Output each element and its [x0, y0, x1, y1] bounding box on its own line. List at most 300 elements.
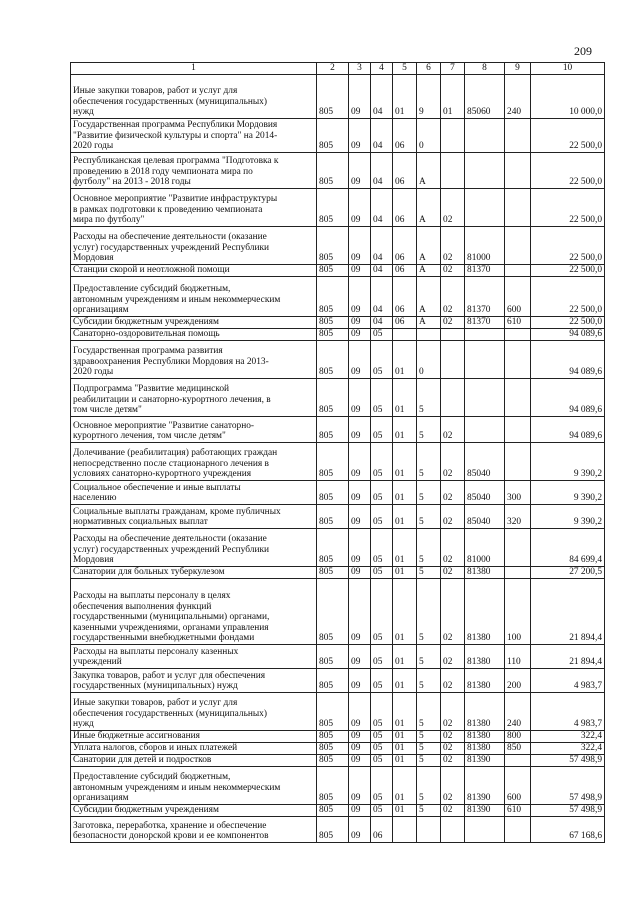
table-row	[71, 567, 605, 579]
code-cell: 01	[393, 505, 417, 529]
code-cell: 9	[417, 75, 441, 119]
amount-cell: 9 390,2	[531, 443, 605, 481]
code-cell: 805	[317, 579, 349, 645]
code-cell: 06	[393, 153, 417, 189]
code-cell: 85040	[465, 481, 505, 505]
description-cell: Расходы на обеспечение деятельности (оказание услуг) государственных учреждений Республики Мордовия	[71, 227, 317, 265]
table-row	[71, 505, 605, 529]
amount-cell: 21 894,4	[531, 645, 605, 669]
code-cell: 09	[349, 693, 371, 731]
code-cell: 05	[371, 329, 393, 341]
amount-cell: 322,4	[531, 731, 605, 743]
table-row	[71, 75, 605, 119]
code-cell: 5	[417, 443, 441, 481]
code-cell: 81390	[465, 767, 505, 805]
table-row	[71, 817, 605, 843]
code-cell	[505, 119, 531, 153]
description-cell: Расходы на выплаты персоналу казенных учреждений	[71, 645, 317, 669]
code-cell: А	[417, 317, 441, 329]
code-cell: 01	[393, 645, 417, 669]
code-cell: 05	[371, 743, 393, 755]
column-header: 1	[71, 63, 317, 75]
code-cell: 5	[417, 481, 441, 505]
code-cell: 81370	[465, 277, 505, 317]
code-cell: 09	[349, 669, 371, 693]
code-cell	[505, 443, 531, 481]
column-header: 5	[393, 63, 417, 75]
amount-cell: 57 498,9	[531, 805, 605, 817]
code-cell: 04	[371, 189, 393, 227]
code-cell	[465, 817, 505, 843]
code-cell	[505, 567, 531, 579]
code-cell: 300	[505, 481, 531, 505]
code-cell: 805	[317, 529, 349, 567]
code-cell	[505, 755, 531, 767]
code-cell: 100	[505, 579, 531, 645]
table-row	[71, 153, 605, 189]
code-cell: 81380	[465, 743, 505, 755]
code-cell: 805	[317, 417, 349, 443]
code-cell: 01	[393, 417, 417, 443]
code-cell: 81370	[465, 317, 505, 329]
code-cell: 805	[317, 817, 349, 843]
description-cell: Основное мероприятие "Развитие инфраструктуры в рамках подготовки к проведению чемпионата мира по футболу"	[71, 189, 317, 227]
amount-cell: 94 089,6	[531, 379, 605, 417]
code-cell: 01	[393, 767, 417, 805]
code-cell: 02	[441, 481, 465, 505]
code-cell: 09	[349, 505, 371, 529]
code-cell	[505, 227, 531, 265]
table-row	[71, 731, 605, 743]
code-cell: 805	[317, 189, 349, 227]
column-header: 2	[317, 63, 349, 75]
code-cell: 805	[317, 265, 349, 277]
code-cell: 05	[371, 645, 393, 669]
code-cell: 805	[317, 767, 349, 805]
code-cell: 05	[371, 731, 393, 743]
code-cell	[465, 417, 505, 443]
code-cell: 05	[371, 767, 393, 805]
code-cell: 5	[417, 805, 441, 817]
code-cell: 5	[417, 579, 441, 645]
amount-cell: 22 500,0	[531, 265, 605, 277]
code-cell: 09	[349, 743, 371, 755]
code-cell: 805	[317, 481, 349, 505]
description-cell: Расходы на обеспечение деятельности (оказание услуг) государственных учреждений Республики Мордовия	[71, 529, 317, 567]
code-cell: 02	[441, 277, 465, 317]
code-cell: 5	[417, 645, 441, 669]
code-cell	[505, 153, 531, 189]
code-cell: 805	[317, 341, 349, 379]
table-row	[71, 277, 605, 317]
code-cell: 01	[393, 669, 417, 693]
code-cell: 81000	[465, 227, 505, 265]
column-header: 6	[417, 63, 441, 75]
table-row	[71, 743, 605, 755]
table-row	[71, 579, 605, 645]
code-cell: 81380	[465, 645, 505, 669]
table-row	[71, 669, 605, 693]
code-cell: 04	[371, 75, 393, 119]
code-cell: 110	[505, 645, 531, 669]
code-cell: 09	[349, 767, 371, 805]
amount-cell: 22 500,0	[531, 227, 605, 265]
code-cell: 04	[371, 317, 393, 329]
amount-cell: 94 089,6	[531, 417, 605, 443]
code-cell: 09	[349, 817, 371, 843]
code-cell: 06	[393, 189, 417, 227]
code-cell	[393, 329, 417, 341]
code-cell: 09	[349, 341, 371, 379]
code-cell: 09	[349, 805, 371, 817]
code-cell: 09	[349, 645, 371, 669]
code-cell: 610	[505, 317, 531, 329]
code-cell: 805	[317, 227, 349, 265]
code-cell: 02	[441, 579, 465, 645]
budget-table	[70, 62, 605, 843]
code-cell: 5	[417, 767, 441, 805]
code-cell: 02	[441, 743, 465, 755]
table-row	[71, 767, 605, 805]
code-cell: 01	[393, 805, 417, 817]
code-cell: 06	[393, 317, 417, 329]
column-header: 3	[349, 63, 371, 75]
description-cell: Заготовка, переработка, хранение и обеспечение безопасности донорской крови и ее компонентов	[71, 817, 317, 843]
code-cell: 81380	[465, 731, 505, 743]
table-row	[71, 119, 605, 153]
code-cell: 09	[349, 153, 371, 189]
code-cell: 01	[393, 529, 417, 567]
description-cell: Субсидии бюджетным учреждениям	[71, 805, 317, 817]
code-cell: 05	[371, 805, 393, 817]
code-cell: 85040	[465, 505, 505, 529]
column-header: 10	[531, 63, 605, 75]
code-cell: 01	[393, 731, 417, 743]
code-cell: 09	[349, 329, 371, 341]
code-cell: 02	[441, 505, 465, 529]
amount-cell: 322,4	[531, 743, 605, 755]
amount-cell: 4 983,7	[531, 693, 605, 731]
code-cell: 05	[371, 529, 393, 567]
amount-cell: 22 500,0	[531, 317, 605, 329]
description-cell: Станции скорой и неотложной помощи	[71, 265, 317, 277]
code-cell: 5	[417, 379, 441, 417]
code-cell: 01	[393, 75, 417, 119]
code-cell: 81000	[465, 529, 505, 567]
code-cell: 01	[393, 443, 417, 481]
code-cell: 09	[349, 443, 371, 481]
code-cell	[417, 329, 441, 341]
code-cell: 0	[417, 341, 441, 379]
code-cell: 09	[349, 579, 371, 645]
code-cell: 01	[393, 341, 417, 379]
description-cell: Санаторно-оздоровительная помощь	[71, 329, 317, 341]
code-cell: 05	[371, 755, 393, 767]
description-cell: Основное мероприятие "Развитие санаторно- курортного лечения, том числе детям"	[71, 417, 317, 443]
code-cell: 320	[505, 505, 531, 529]
code-cell: 805	[317, 805, 349, 817]
code-cell: 05	[371, 505, 393, 529]
code-cell: 81390	[465, 805, 505, 817]
code-cell: А	[417, 265, 441, 277]
code-cell: 600	[505, 767, 531, 805]
description-cell: Иные закупки товаров, работ и услуг для обеспечения государственных (муниципальных) нужд	[71, 75, 317, 119]
code-cell	[505, 189, 531, 227]
code-cell: 04	[371, 119, 393, 153]
code-cell: 85060	[465, 75, 505, 119]
code-cell: 01	[393, 743, 417, 755]
amount-cell: 10 000,0	[531, 75, 605, 119]
code-cell: 0	[417, 119, 441, 153]
code-cell: 805	[317, 317, 349, 329]
code-cell: 09	[349, 317, 371, 329]
table-row	[71, 265, 605, 277]
amount-cell: 22 500,0	[531, 277, 605, 317]
code-cell: 800	[505, 731, 531, 743]
description-cell: Подпрограмма "Развитие медицинской реабилитации и санаторно-курортного лечения, в том числе детям"	[71, 379, 317, 417]
code-cell: 805	[317, 743, 349, 755]
page-number: 209	[574, 44, 592, 58]
code-cell: 09	[349, 119, 371, 153]
description-cell: Санатории для больных туберкулезом	[71, 567, 317, 579]
code-cell: 805	[317, 669, 349, 693]
amount-cell: 94 089,6	[531, 341, 605, 379]
table-row	[71, 379, 605, 417]
amount-cell: 22 500,0	[531, 119, 605, 153]
code-cell: 85040	[465, 443, 505, 481]
description-cell: Уплата налогов, сборов и иных платежей	[71, 743, 317, 755]
code-cell: 200	[505, 669, 531, 693]
description-cell: Закупка товаров, работ и услуг для обеспечения государственных (муниципальных) нужд	[71, 669, 317, 693]
code-cell: 5	[417, 505, 441, 529]
table-row	[71, 529, 605, 567]
description-cell: Республиканская целевая программа "Подготовка к проведению в 2018 году чемпионата мира по футболу" на 2013 - 2018 годы	[71, 153, 317, 189]
description-cell: Иные закупки товаров, работ и услуг для обеспечения государственных (муниципальных) нужд	[71, 693, 317, 731]
code-cell: 81380	[465, 579, 505, 645]
code-cell: 805	[317, 755, 349, 767]
code-cell: 09	[349, 265, 371, 277]
code-cell	[393, 817, 417, 843]
code-cell: 05	[371, 567, 393, 579]
code-cell: А	[417, 227, 441, 265]
code-cell: 01	[393, 755, 417, 767]
code-cell: 805	[317, 119, 349, 153]
column-header: 9	[505, 63, 531, 75]
code-cell: 09	[349, 75, 371, 119]
code-cell: 09	[349, 731, 371, 743]
code-cell: 02	[441, 805, 465, 817]
code-cell: 05	[371, 417, 393, 443]
code-cell: 02	[441, 693, 465, 731]
amount-cell: 57 498,9	[531, 755, 605, 767]
table-row	[71, 805, 605, 817]
code-cell: 01	[441, 75, 465, 119]
code-cell	[441, 119, 465, 153]
code-cell	[465, 329, 505, 341]
header-row	[71, 63, 605, 75]
code-cell: 01	[393, 693, 417, 731]
code-cell	[441, 153, 465, 189]
code-cell: 01	[393, 567, 417, 579]
table-row	[71, 329, 605, 341]
code-cell: 805	[317, 277, 349, 317]
code-cell: 04	[371, 153, 393, 189]
code-cell: 06	[393, 265, 417, 277]
amount-cell: 27 200,5	[531, 567, 605, 579]
code-cell: 5	[417, 755, 441, 767]
amount-cell: 67 168,6	[531, 817, 605, 843]
code-cell: 05	[371, 693, 393, 731]
code-cell: 09	[349, 755, 371, 767]
code-cell: 805	[317, 645, 349, 669]
code-cell	[441, 817, 465, 843]
code-cell: 81380	[465, 567, 505, 579]
code-cell: 805	[317, 567, 349, 579]
code-cell: 805	[317, 379, 349, 417]
column-header: 7	[441, 63, 465, 75]
code-cell	[441, 341, 465, 379]
code-cell: 06	[393, 227, 417, 265]
table-row	[71, 341, 605, 379]
code-cell: 5	[417, 417, 441, 443]
code-cell: 5	[417, 567, 441, 579]
code-cell: 02	[441, 227, 465, 265]
code-cell: 04	[371, 277, 393, 317]
code-cell: 02	[441, 529, 465, 567]
code-cell: 05	[371, 669, 393, 693]
code-cell: 09	[349, 567, 371, 579]
description-cell: Социальное обеспечение и иные выплаты населению	[71, 481, 317, 505]
amount-cell: 84 699,4	[531, 529, 605, 567]
code-cell: 805	[317, 505, 349, 529]
amount-cell: 9 390,2	[531, 505, 605, 529]
code-cell: 05	[371, 481, 393, 505]
code-cell: 06	[393, 277, 417, 317]
description-cell: Предоставление субсидий бюджетным, автономным учреждениям и иным некоммерческим организациям	[71, 277, 317, 317]
code-cell: А	[417, 189, 441, 227]
code-cell: 02	[441, 317, 465, 329]
amount-cell: 9 390,2	[531, 481, 605, 505]
code-cell	[505, 341, 531, 379]
table-row	[71, 693, 605, 731]
code-cell: 805	[317, 693, 349, 731]
code-cell	[441, 329, 465, 341]
code-cell: 81370	[465, 265, 505, 277]
code-cell: 805	[317, 443, 349, 481]
code-cell: 06	[393, 119, 417, 153]
code-cell	[441, 379, 465, 417]
code-cell: 81380	[465, 669, 505, 693]
table-row	[71, 417, 605, 443]
code-cell	[505, 379, 531, 417]
amount-cell: 22 500,0	[531, 189, 605, 227]
code-cell	[465, 153, 505, 189]
table-body	[71, 75, 605, 843]
code-cell: 05	[371, 341, 393, 379]
table-row	[71, 189, 605, 227]
code-cell: 05	[371, 443, 393, 481]
code-cell	[505, 417, 531, 443]
description-cell: Предоставление субсидий бюджетным, автономным учреждениям и иным некоммерческим организациям	[71, 767, 317, 805]
code-cell: 02	[441, 755, 465, 767]
code-cell: 02	[441, 767, 465, 805]
code-cell: 5	[417, 693, 441, 731]
code-cell	[465, 341, 505, 379]
description-cell: Иные бюджетные ассигнования	[71, 731, 317, 743]
code-cell: 06	[371, 817, 393, 843]
code-cell: 05	[371, 579, 393, 645]
code-cell: 02	[441, 265, 465, 277]
code-cell: 02	[441, 645, 465, 669]
table-row	[71, 443, 605, 481]
code-cell: 600	[505, 277, 531, 317]
description-cell: Субсидии бюджетным учреждениям	[71, 317, 317, 329]
description-cell: Государственная программа Республики Мордовия "Развитие физической культуры и спорта" на 2014- 2020 годы	[71, 119, 317, 153]
code-cell	[465, 379, 505, 417]
table-row	[71, 645, 605, 669]
amount-cell: 4 983,7	[531, 669, 605, 693]
code-cell: 09	[349, 481, 371, 505]
table-row	[71, 481, 605, 505]
description-cell: Расходы на выплаты персоналу в целях обеспечения выполнения функций государственными (муниципальными) органами, казенными учреждениями, органами управления государственными внебюджетными фондами	[71, 579, 317, 645]
amount-cell: 94 089,6	[531, 329, 605, 341]
code-cell: 240	[505, 75, 531, 119]
code-cell: 04	[371, 227, 393, 265]
column-header: 8	[465, 63, 505, 75]
description-cell: Долечивание (реабилитация) работающих граждан непосредственно после стационарного лечения в условиях санаторно-курортного учреждения	[71, 443, 317, 481]
column-header: 4	[371, 63, 393, 75]
code-cell: 240	[505, 693, 531, 731]
code-cell: 05	[371, 379, 393, 417]
code-cell	[505, 817, 531, 843]
code-cell: 81390	[465, 755, 505, 767]
code-cell: 01	[393, 481, 417, 505]
description-cell: Санатории для детей и подростков	[71, 755, 317, 767]
code-cell: 02	[441, 443, 465, 481]
table-row	[71, 317, 605, 329]
table-row	[71, 755, 605, 767]
code-cell: 09	[349, 417, 371, 443]
code-cell: 04	[371, 265, 393, 277]
code-cell: 02	[441, 567, 465, 579]
code-cell: 610	[505, 805, 531, 817]
description-cell: Социальные выплаты гражданам, кроме публичных нормативных социальных выплат	[71, 505, 317, 529]
amount-cell: 21 894,4	[531, 579, 605, 645]
code-cell: 805	[317, 153, 349, 189]
code-cell: 02	[441, 669, 465, 693]
code-cell	[465, 119, 505, 153]
code-cell	[465, 189, 505, 227]
table-row	[71, 227, 605, 265]
code-cell: 09	[349, 189, 371, 227]
code-cell: 09	[349, 529, 371, 567]
code-cell: 09	[349, 277, 371, 317]
code-cell: 805	[317, 329, 349, 341]
code-cell: 01	[393, 379, 417, 417]
amount-cell: 57 498,9	[531, 767, 605, 805]
code-cell: 09	[349, 379, 371, 417]
code-cell: 850	[505, 743, 531, 755]
code-cell	[417, 817, 441, 843]
code-cell: 5	[417, 669, 441, 693]
code-cell: 805	[317, 75, 349, 119]
description-cell: Государственная программа развития здравоохранения Республики Мордовия на 2013- 2020 годы	[71, 341, 317, 379]
code-cell: А	[417, 153, 441, 189]
code-cell: 5	[417, 529, 441, 567]
code-cell: 02	[441, 189, 465, 227]
code-cell: 01	[393, 579, 417, 645]
code-cell: 02	[441, 417, 465, 443]
